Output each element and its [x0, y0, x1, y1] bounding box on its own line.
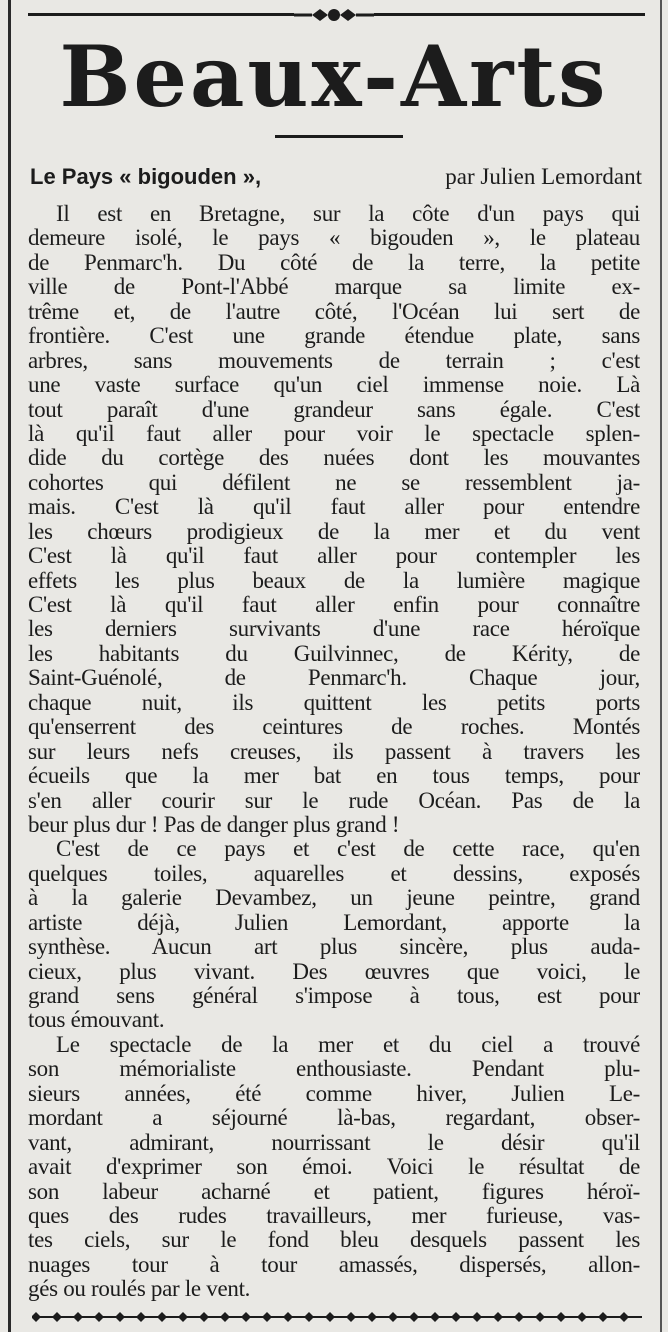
- text-line: ques des rudes travailleurs, mer furieuse, vas-: [28, 1203, 640, 1228]
- diamond-icon: [346, 1312, 356, 1322]
- text-line: sur leurs nefs creuses, ils passent à travers les: [28, 739, 640, 764]
- text-line: C'est de ce pays et c'est de cette race, qu'en: [56, 837, 640, 862]
- text-line: son labeur acharné et patient, figures héroï-: [28, 1179, 640, 1204]
- ornament-icon: [294, 5, 374, 25]
- text-line: chaque nuit, ils quittent les petits ports: [28, 690, 640, 715]
- text-line: s'en aller courir sur le rude Océan. Pas de la: [28, 788, 640, 813]
- diamond-icon: [577, 1312, 587, 1322]
- diamond-icon: [32, 1312, 41, 1322]
- diamond-icon: [178, 1312, 188, 1322]
- text-line: quelques toiles, aquarelles et dessins, exposés: [28, 861, 640, 886]
- paragraph: [28, 202, 640, 837]
- text-line: ville de Pont-l'Abbé marque sa limite ex-: [28, 275, 640, 300]
- text-line: là qu'il faut aller pour voir le spectacle splen-: [28, 421, 640, 446]
- paragraph: [28, 1033, 640, 1302]
- text-line: Il est en Bretagne, sur la côte d'un pays qui: [56, 202, 640, 226]
- text-line: qu'enserrent des ceintures de roches. Montés: [28, 715, 640, 740]
- text-line: son mémorialiste enthousiaste. Pendant plu-: [28, 1057, 640, 1082]
- text-line: vant, admirant, nourrissant le désir qu'il: [28, 1130, 640, 1155]
- diamond-icon: [304, 1312, 314, 1322]
- diamond-icon: [94, 1312, 104, 1322]
- diamond-icon: [325, 1312, 335, 1322]
- text-line: tout paraît d'une grandeur sans égale. C'est: [28, 397, 640, 422]
- diamond-icon: [220, 1312, 230, 1322]
- article-body: [28, 202, 640, 1302]
- text-line: cieux, plus vivant. Des œuvres que voici, le: [28, 959, 640, 984]
- text-line: effets les plus beaux de la lumière magique: [28, 568, 640, 593]
- diamond-icon: [136, 1312, 146, 1322]
- text-line: avait d'exprimer son émoi. Voici le résultat de: [28, 1155, 640, 1180]
- column-border-right: [660, 0, 662, 1332]
- diamond-icon: [493, 1312, 503, 1322]
- diamond-icon: [199, 1312, 209, 1322]
- diamond-icon: [430, 1312, 440, 1322]
- diamond-icon: [409, 1312, 419, 1322]
- diamond-icon: [556, 1312, 566, 1322]
- text-line: nuages tour à tour amassés, dispersés, allon-: [28, 1252, 640, 1277]
- text-line: demeure isolé, le pays « bigouden », le plateau: [28, 226, 640, 251]
- diamond-icon: [157, 1312, 167, 1322]
- text-line: les chœurs prodigieux de la mer et du vent: [28, 519, 640, 544]
- text-line: trême et, de l'autre côté, l'Océan lui sert de: [28, 299, 640, 324]
- text-line: Saint-Guénolé, de Penmarc'h. Chaque jour,: [28, 666, 640, 691]
- diamond-icon: [367, 1312, 377, 1322]
- text-line: beur plus dur ! Pas de danger plus grand !: [28, 812, 400, 837]
- text-line: artiste déjà, Julien Lemordant, apporte la: [28, 910, 640, 935]
- title-rule: [275, 135, 403, 138]
- text-line: une vaste surface qu'un ciel immense noie. Là: [28, 373, 640, 398]
- diamond-icon: [514, 1312, 524, 1322]
- diamond-icon: [52, 1312, 62, 1322]
- column-border-left: [8, 0, 11, 1332]
- article-subtitle: [30, 163, 642, 191]
- text-line: C'est là qu'il faut aller pour contempler les: [28, 544, 640, 569]
- diamond-icon: [598, 1312, 608, 1322]
- diamond-icon: [241, 1312, 251, 1322]
- diamond-icon: [472, 1312, 482, 1322]
- diamond-icon: [115, 1312, 125, 1322]
- text-line: Le spectacle de la mer et du ciel a trouvé: [56, 1032, 640, 1057]
- text-line: cohortes qui défilent ne se ressemblent ja-: [28, 470, 640, 495]
- text-line: les derniers survivants d'une race héroïque: [28, 617, 640, 642]
- diamond-icon: [388, 1312, 398, 1322]
- subtitle-headline: Le Pays « bigouden »,: [30, 164, 262, 189]
- diamond-icon: [73, 1312, 83, 1322]
- diamond-icon: [451, 1312, 461, 1322]
- text-line: tes ciels, sur le fond bleu desquels passent les: [28, 1228, 640, 1253]
- diamond-icon: [262, 1312, 272, 1322]
- text-line: synthèse. Aucun art plus sincère, plus auda-: [28, 935, 640, 960]
- section-title: Beaux-Arts: [59, 27, 609, 126]
- text-line: tous émouvant.: [28, 1008, 165, 1033]
- text-line: arbres, sans mouvements de terrain ; c'est: [28, 348, 640, 373]
- diamond-icon: [283, 1312, 293, 1322]
- text-line: C'est là qu'il faut aller enfin pour connaître: [28, 593, 640, 617]
- paragraph: [28, 837, 640, 1033]
- text-line: écueils que la mer bat en tous temps, pour: [28, 764, 640, 789]
- text-line: dide du cortège des nuées dont les mouvantes: [28, 446, 640, 471]
- bottom-ornamental-rule: [32, 1310, 642, 1324]
- text-line: grand sens général s'impose à tous, est pour: [28, 984, 640, 1008]
- text-line: sieurs années, été comme hiver, Julien Le-: [28, 1081, 640, 1106]
- text-line: mordant a séjourné là-bas, regardant, obser-: [28, 1106, 640, 1131]
- diamond-icon: [535, 1312, 545, 1322]
- text-line: à la galerie Devambez, un jeune peintre, grand: [28, 886, 640, 911]
- text-line: mais. C'est là qu'il faut aller pour entendre: [28, 495, 640, 520]
- text-line: gés ou roulés par le vent.: [28, 1277, 251, 1302]
- text-line: frontière. C'est une grande étendue plate, sans: [28, 324, 640, 349]
- text-line: les habitants du Guilvinnec, de Kérity, de: [28, 641, 640, 666]
- subtitle-byline: par Julien Lemordant: [445, 164, 642, 189]
- text-line: de Penmarc'h. Du côté de la terre, la petite: [28, 250, 640, 275]
- diamond-icon: [619, 1312, 629, 1322]
